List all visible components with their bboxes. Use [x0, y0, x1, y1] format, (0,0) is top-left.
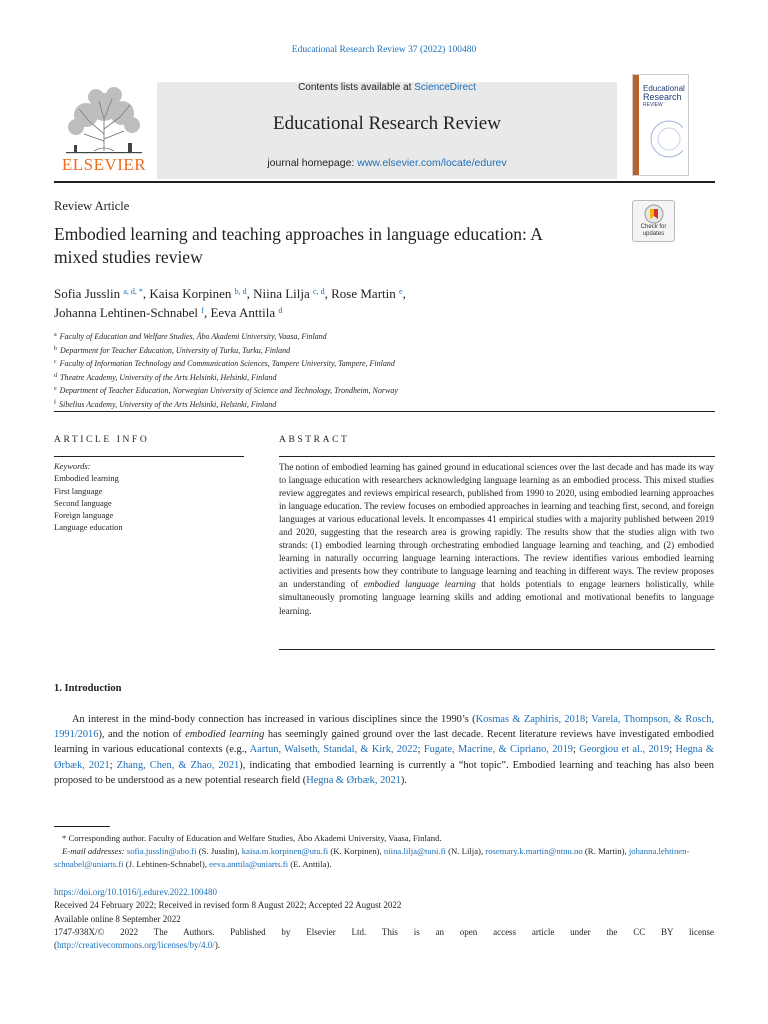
affiliation	[54, 345, 654, 359]
license-link-line	[54, 939, 714, 952]
affiliation-text: Department for Teacher Education, University of Turku, Turku, Finland	[60, 345, 291, 355]
citation-link[interactable]: Fugate, Macrine, & Cipriano, 2019	[423, 744, 574, 756]
cover-graphic	[643, 115, 683, 165]
affiliation-list	[54, 331, 654, 413]
citation-link[interactable]: Georgiou et al., 2019	[579, 744, 670, 756]
email-link[interactable]: rosemary.k.martin@ntnu.no	[485, 846, 583, 857]
keyword: Foreign language	[54, 510, 114, 521]
author-name[interactable]: Kaisa Korpinen	[149, 286, 232, 301]
affiliation-text: Faculty of Information Technology and Communication Sciences, Tampere University, Tampere, Finland	[59, 359, 395, 369]
elsevier-wordmark[interactable]: ELSEVIER	[61, 155, 147, 174]
body-text: ;	[585, 714, 592, 725]
cover-title-line: Research	[643, 92, 682, 102]
article-info-heading: ARTICLE INFO	[54, 435, 150, 445]
author-affiliation-sup[interactable]: f	[201, 306, 204, 315]
email-link[interactable]: eeva.anttila@uniarts.fi	[209, 859, 289, 870]
body-text: ;	[669, 744, 676, 756]
abstract-rule	[279, 456, 715, 457]
keywords-block	[54, 460, 123, 534]
license-paren: ).	[214, 940, 221, 951]
author-affiliation-sup[interactable]: d	[278, 306, 283, 315]
license-paren: (	[54, 940, 57, 951]
email-link[interactable]: kaisa.m.korpinen@utu.fi	[241, 846, 329, 857]
affiliation-text: Theatre Academy, University of the Arts Helsinki, Helsinki, Finland	[60, 372, 277, 382]
author-name[interactable]: Eeva Anttila	[210, 305, 276, 320]
body-text: An interest in the mind-body connection has increased in various disciplines since the 1990’s (	[72, 714, 476, 725]
author-sep: ,	[142, 286, 150, 301]
license-link[interactable]: http://creativecommons.org/licenses/by/4.0/	[57, 940, 215, 951]
doi-link[interactable]: https://doi.org/10.1016/j.edurev.2022.100480	[54, 887, 217, 897]
article-title: Embodied learning and teaching approaches in language education: A mixed studies review	[54, 224, 542, 267]
citation-link[interactable]: Hegna & Ørbæk, 2021	[54, 744, 714, 771]
footnote	[54, 832, 714, 872]
received-dates: Received 24 February 2022; Received in revised form 8 August 2022; Accepted 22 August 2022	[54, 900, 402, 911]
abstract-text: that holds potentials to engage learners holistically, while simultaneously promoting language learning skills and adding emotional and motivational benefits to language learning.	[279, 579, 714, 616]
affiliation-sup: d	[54, 372, 57, 379]
author-sep: ,	[246, 286, 254, 301]
keyword: First language	[54, 485, 103, 496]
article-info-rule	[54, 456, 244, 457]
citation-link[interactable]: Zhang, Chen, & Zhao, 2021	[116, 759, 240, 771]
email-owner: (K. Korpinen),	[328, 846, 384, 857]
email-owner: (J. Lehtinen-Schnabel),	[123, 859, 210, 870]
affiliation-text: Faculty of Education and Welfare Studies, Åbo Akademi University, Vaasa, Finland	[59, 332, 327, 341]
article-type: Review Article	[54, 199, 130, 213]
license-line: 1747-938X/© 2022 The Authors. Published by Elsevier Ltd. This is an open access article under the CC BY license	[54, 926, 714, 937]
author-name[interactable]: Rose Martin	[331, 286, 396, 301]
author-name[interactable]: Niina Lilja	[253, 286, 310, 301]
body-text: ), and the notion of	[98, 729, 186, 741]
footnote-rule	[54, 826, 110, 827]
email-label: E-mail addresses:	[62, 846, 125, 857]
cover-title	[643, 85, 685, 109]
crossmark-icon	[644, 204, 664, 224]
affiliation	[54, 372, 654, 386]
homepage-link[interactable]: www.elsevier.com/locate/edurev	[357, 157, 507, 169]
introduction-paragraph	[54, 712, 714, 788]
affiliation-text: Sibelius Academy, University of the Arts Helsinki, Helsinki, Finland	[59, 399, 277, 409]
author-sep: ,	[324, 286, 332, 301]
affiliation-text: Department of Teacher Education, Norwegian University of Science and Technology, Trondheim, Norway	[59, 386, 398, 396]
abstract-emphasis: embodied language learning	[363, 579, 476, 590]
citation-link[interactable]: Aartun, Walseth, Standal, & Kirk, 2022	[249, 744, 418, 756]
journal-cover-thumbnail[interactable]	[632, 74, 689, 176]
abstract-bottom-rule	[279, 649, 715, 650]
keywords-label: Keywords:	[54, 461, 91, 471]
citation-link[interactable]: Hegna & Ørbæk, 2021	[306, 774, 401, 786]
section-rule	[54, 411, 715, 412]
author-sep: ,	[203, 305, 211, 320]
body-text: ;	[417, 744, 424, 756]
keyword: Embodied learning	[54, 473, 119, 484]
sciencedirect-link[interactable]: ScienceDirect	[414, 82, 476, 93]
journal-homepage	[157, 157, 617, 169]
homepage-prefix: journal homepage:	[267, 157, 358, 169]
affiliation-sup: e	[54, 386, 57, 393]
author-name[interactable]: Sofia Jusslin	[54, 286, 121, 301]
header-rule	[54, 181, 715, 183]
contents-prefix: Contents lists available at	[298, 82, 415, 93]
affiliation-sup: c	[54, 359, 57, 366]
crossmark-label-line: Check for	[640, 224, 667, 230]
email-owner: (S. Jusslin),	[196, 846, 242, 857]
body-text: ), indicating that embodied learning is currently a “hot topic”. Embodied learning and teaching has also been proposed to be understood as a new potential research field (	[54, 759, 714, 786]
email-link[interactable]: sofia.jusslin@abo.fi	[126, 846, 197, 857]
body-text: ).	[400, 774, 407, 786]
corresponding-author-note: * Corresponding author. Faculty of Education and Welfare Studies, Åbo Akademi University, Vaasa, Finland.	[62, 833, 442, 843]
cover-title-line: REVIEW	[643, 102, 663, 108]
section-heading-introduction: 1. Introduction	[54, 683, 122, 694]
keyword: Language education	[54, 522, 123, 533]
email-addresses	[54, 845, 714, 871]
contents-line	[157, 82, 617, 93]
affiliation-sup: f	[54, 399, 56, 406]
email-link[interactable]: niina.lilja@tuni.fi	[383, 846, 446, 857]
email-owner: (N. Lilja),	[445, 846, 486, 857]
author-affiliation-sup[interactable]: a, d, *	[123, 287, 143, 296]
affiliation	[54, 385, 654, 399]
affiliation-sup: b	[54, 345, 57, 352]
author-list	[54, 284, 574, 322]
abstract-body	[279, 461, 714, 618]
author-affiliation-sup[interactable]: c, d	[313, 287, 325, 296]
affiliation-sup: a	[54, 332, 57, 338]
body-text: has seemingly gained ground over the last decade. Recent literature reviews have investigated embodied learning in various educational contexts (e.g.,	[54, 729, 714, 756]
email-owner: (E. Anttila).	[288, 859, 332, 870]
author-affiliation-sup[interactable]: b, d	[234, 287, 247, 296]
body-text: ;	[573, 744, 580, 756]
author-sep: ,	[402, 286, 406, 301]
abstract-heading: ABSTRACT	[279, 435, 350, 445]
abstract-text: The notion of embodied learning has gained ground in educational sciences over the last decade and has made its way to language education with researchers acknowledging language learning as an embodied process. This mixed studies review aggregates and reviews empirical research, published from 1990 to 2020, using embodied learning approaches in language education. The review focuses on embodied approaches in learning and teaching first, second, and foreign languages at various educational levels. It encompasses 41 empirical studies with a majority published between 2019 and 2020, suggesting that the research area is growing rapidly. The results show that the studies align with two strands: (1) embodied learning through orchestrating embodied language learning and teaching, and (2) embodied learning in naturally occurring language learning interactions. The review identifies various embodied learning activities and presents how they contribute to language learning and teaching in different ways. The review proposes an understanding of	[279, 462, 714, 590]
publication-info	[54, 886, 714, 952]
cover-spine	[633, 75, 639, 175]
affiliation	[54, 331, 654, 345]
crossmark-label	[633, 224, 674, 238]
affiliation	[54, 358, 654, 372]
crossmark-label-line: updates	[642, 231, 665, 237]
citation-link[interactable]: Kosmas & Zaphiris, 2018	[475, 714, 586, 725]
keyword: Second language	[54, 497, 112, 508]
email-owner: (R. Martin),	[582, 846, 629, 857]
journal-title: Educational Research Review	[273, 113, 501, 134]
check-for-updates-button[interactable]	[632, 200, 675, 242]
journal-citation[interactable]: Educational Research Review 37 (2022) 100480	[291, 45, 477, 55]
available-date: Available online 8 September 2022	[54, 913, 181, 924]
citation-link[interactable]: Varela, Thompson, & Rosch, 1991/2016	[54, 714, 714, 741]
email-link[interactable]: johanna.lehtinen-schnabel@uniarts.fi	[54, 846, 690, 870]
author-affiliation-sup[interactable]: e	[399, 287, 403, 296]
body-emphasis: embodied learning	[185, 729, 265, 741]
author-name[interactable]: Johanna Lehtinen-Schnabel	[54, 305, 199, 320]
cover-title-line: Educational	[643, 84, 685, 93]
body-text: ;	[109, 759, 117, 771]
